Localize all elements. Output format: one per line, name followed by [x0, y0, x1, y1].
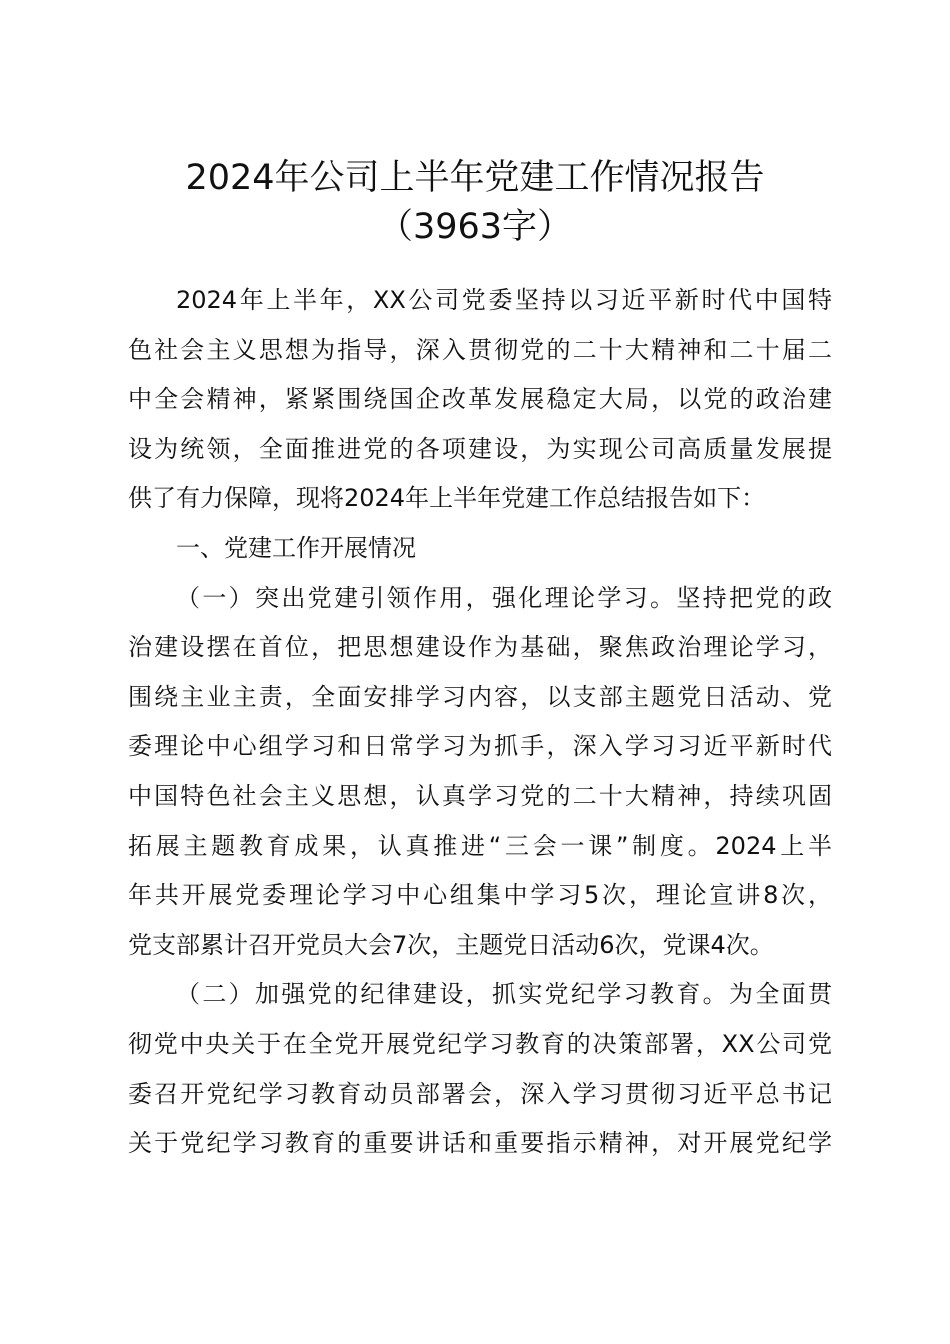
body-line: 年共开展党委理论学习中心组集中学习5次，理论宣讲8次，	[128, 881, 832, 910]
body-line: 彻党中央关于在全党开展党纪学习教育的决策部署，XX公司党	[128, 1029, 832, 1058]
body-line: 治建设摆在首位，把思想建设作为基础，聚焦政治理论学习，	[128, 633, 832, 662]
body-line: 供了有力保障，现将2024年上半年党建工作总结报告如下：	[128, 484, 766, 513]
body-line: 委召开党纪学习教育动员部署会，深入学习贯彻习近平总书记	[128, 1079, 832, 1108]
document-subtitle: （3963字）	[377, 207, 573, 247]
document-title: 2024年公司上半年党建工作情况报告	[185, 158, 765, 198]
body-line: （二）加强党的纪律建设，抓实党纪学习教育。为全面贯	[176, 980, 832, 1009]
document-body	[128, 276, 832, 1169]
body-line: 设为统领，全面推进党的各项建设，为实现公司高质量发展提	[128, 434, 832, 463]
body-line: 中国特色社会主义思想，认真学习党的二十大精神，持续巩固	[128, 781, 832, 810]
body-line: 拓展主题教育成果，认真推进“三会一课”制度。2024上半	[128, 831, 832, 860]
section-heading: 一、党建工作开展情况	[176, 533, 416, 562]
body-line: （一）突出党建引领作用，强化理论学习。坚持把党的政	[176, 583, 832, 612]
body-line: 2024年上半年，XX公司党委坚持以习近平新时代中国特	[176, 286, 832, 314]
body-line: 委理论中心组学习和日常学习为抓手，深入学习习近平新时代	[128, 732, 832, 761]
body-line: 关于党纪学习教育的重要讲话和重要指示精神，对开展党纪学	[128, 1129, 832, 1158]
body-line: 围绕主业主责，全面安排学习内容，以支部主题党日活动、党	[128, 682, 832, 711]
body-line: 党支部累计召开党员大会7次，主题党日活动6次，党课4次。	[128, 930, 774, 959]
body-line: 色社会主义思想为指导，深入贯彻党的二十大精神和二十届二	[128, 335, 832, 364]
body-line: 中全会精神，紧紧围绕国企改革发展稳定大局，以党的政治建	[128, 385, 832, 414]
